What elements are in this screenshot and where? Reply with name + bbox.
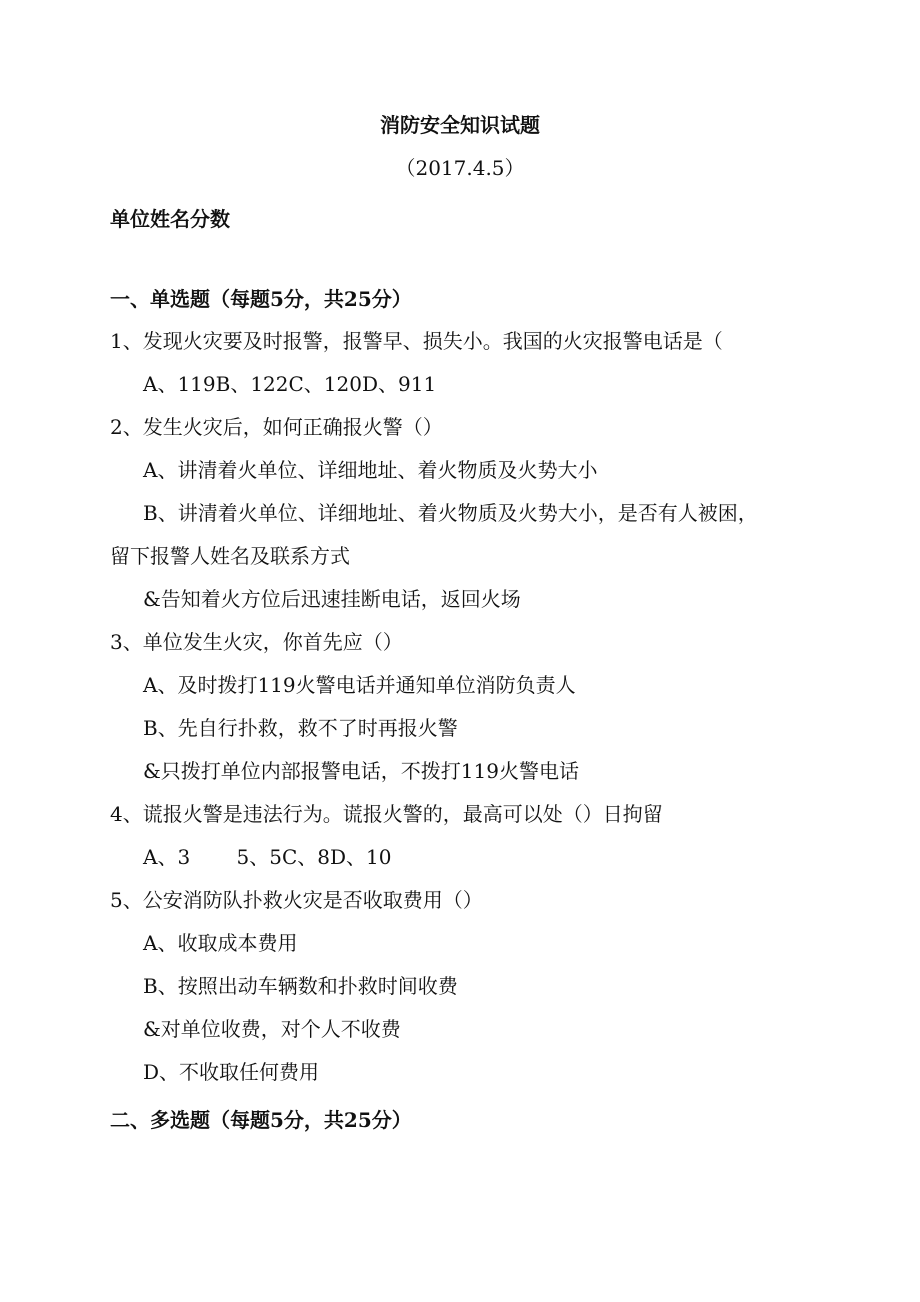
question-3: 3、单位发生火灾，你首先应（）	[110, 630, 403, 654]
question-5-option-a: A、收取成本费用	[143, 931, 298, 955]
question-2-option-b-continued: 留下报警人姓名及联系方式	[110, 544, 350, 568]
question-1-options: A、119B、122C、120D、911	[143, 372, 437, 396]
question-3-option-b: B、先自行扑救，救不了时再报火警	[143, 716, 458, 740]
question-5-option-c: &对单位收费，对个人不收费	[143, 1017, 401, 1041]
question-2-option-b: B、讲清着火单位、详细地址、着火物质及火势大小，是否有人被困，	[143, 501, 758, 525]
question-4-options: A、3 5、5C、8D、10	[143, 845, 392, 869]
question-5-option-b: B、按照出动车辆数和扑救时间收费	[143, 974, 458, 998]
question-2-option-a: A、讲清着火单位、详细地址、着火物质及火势大小	[143, 458, 598, 482]
section-heading-single-choice: 一、单选题（每题5分，共25分）	[110, 287, 412, 311]
header-fields: 单位姓名分数	[110, 207, 230, 231]
question-5-option-d: D、不收取任何费用	[143, 1060, 320, 1084]
question-2: 2、发生火灾后，如何正确报火警（）	[110, 415, 443, 439]
section-heading-multiple-choice: 二、多选题（每题5分，共25分）	[110, 1108, 412, 1132]
page-title: 消防安全知识试题	[380, 113, 540, 137]
question-3-option-a: A、及时拨打119火警电话并通知单位消防负责人	[143, 673, 576, 697]
question-4: 4、谎报火警是违法行为。谎报火警的，最高可以处（）日拘留	[110, 802, 663, 826]
question-1: 1、发现火灾要及时报警，报警早、损失小。我国的火灾报警电话是（	[110, 329, 723, 353]
question-5: 5、公安消防队扑救火灾是否收取费用（）	[110, 888, 483, 912]
question-3-option-c: &只拨打单位内部报警电话，不拨打119火警电话	[143, 759, 579, 783]
question-2-option-c: &告知着火方位后迅速挂断电话，返回火场	[143, 587, 521, 611]
exam-date: （2017.4.5）	[395, 156, 525, 180]
